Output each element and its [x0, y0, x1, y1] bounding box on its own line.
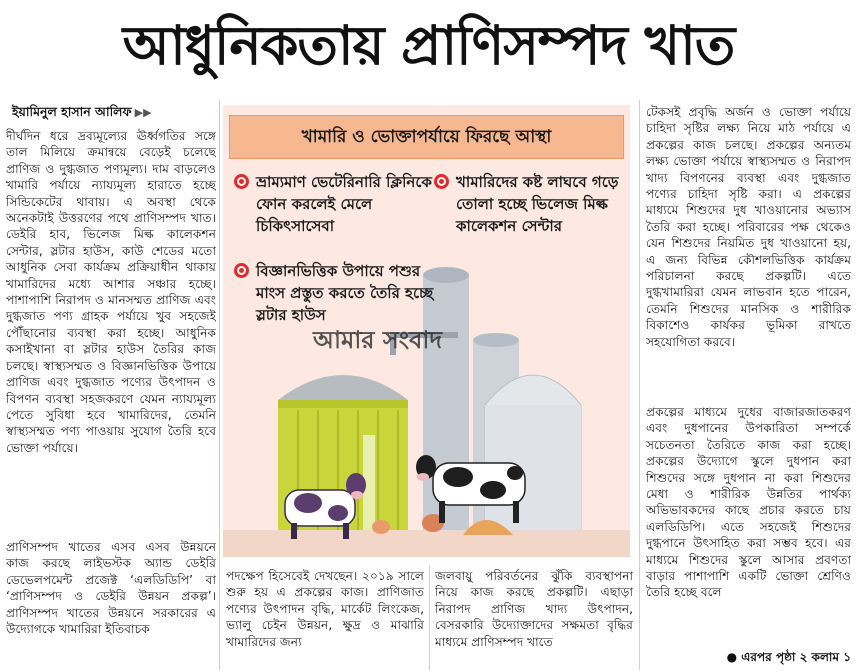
feature-bullet-text: ভ্রাম্যমাণ ভেটেরিনারি ক্লিনিকে ফোন করলেই মেলে চিকিৎসাসেবা — [256, 173, 432, 235]
bullet-dot-icon — [234, 174, 249, 189]
column-divider — [639, 100, 640, 670]
article-paragraph: প্রাণিসম্পদ খাতের এসব এসব উন্নয়নে কাজ করছে লাইভস্টক অ্যান্ড ডেইরি ডেভেলপমেন্ট প্রজেক্ট ‘এলডিডিপি’ বা ‘প্রাণিসম্পদ ও ডেইরি উন্নয়ন প্রকল্প’। প্রাণিসম্পদ খাতের উন্নয়নে সরকারের এ উদ্যোগকে খামারিরা ইতিবাচক — [6, 540, 216, 637]
article-paragraph: পদক্ষেপ হিসেবেই দেখছেন। ২০১৯ সালে শুরু হয় এ প্রকল্পের কাজ। প্রাণিজাত পণ্যের উৎপাদন বৃদ্ধি, মার্কেট লিংকেজ, ভ্যালু চেইন উন্নয়ন, ক্ষুদ্র ও মাঝারি খামারিদের জন্য — [226, 569, 424, 649]
feature-box — [223, 105, 630, 557]
chicken — [372, 520, 390, 534]
author-name: ইয়ামিনুল হাসান আলিফ — [12, 104, 132, 119]
article-column-middle-2 — [435, 568, 633, 668]
feature-bullet — [456, 171, 626, 237]
feature-title: খামারি ও ভোক্তাপর্যায়ে ফিরছে আস্থা — [229, 115, 624, 159]
article-paragraph: জলবায়ু পরিবর্তনের ঝুঁকি ব্যবস্থাপনা নিয়ে কাজ করছে প্রকল্পটি। এছাড়া নিরাপদ প্রাণিজ খাদ্য উৎপাদন, বেসরকারি উদ্যোক্তাদের সক্ষমতা বৃদ্ধির মাধ্যমে প্রাণিসম্পদ খাতে — [435, 569, 633, 649]
byline-arrows-icon: ▶▶ — [134, 106, 152, 119]
headline: আধুনিকতায় প্রাণিসম্পদ খাত — [122, 14, 735, 77]
bullet-dot-icon — [434, 174, 449, 189]
article-paragraph: দীর্ঘদিন ধরে দ্রব্যমূল্যের ঊর্ধ্বগতির সঙ্গে তাল মিলিয়ে ক্রমান্বয়ে বেড়েই চলেছে প্রাণিজ ও দুগ্ধজাত পণ্যমূল্য। দাম বাড়লেও খামারি পর্যায়ে ন্যায্যমূল্য হারাতে হচ্ছে সিন্ডিকেটের থাবায়। এ অবস্থা থেকে অনেকটাই উত্তরণের পথে প্রাণিসম্পদ খাত। ডেইরি হাব, ভিলেজ মিল্ক কালেকশন সেন্টার, স্লটার হাউস, কাউ শেডের মতো আধুনিক সেবা কার্যক্রম প্রক্রিয়াধীন থাকায় খামারিদের মধ্যে আশার সঞ্চার হচ্ছে। পাশাপাশি নিরাপদ ও মানসম্মত প্রাণিজ এবং দুগ্ধজাত পণ্য গ্রাহক পর্যায়ে খুব সহজেই পৌঁছানোর ব্যবস্থা করা হচ্ছে। আধুনিক কসাইখানা বা স্লটার হাউস তৈরির কাজ চলছে। স্বাস্থ্যসম্মত ও বিজ্ঞানভিত্তিক উপায়ে প্রাণিজ এবং দুগ্ধজাত পণ্যের উৎপাদন ও বিপণন ব্যবস্থা সহজকরণে যেমন ন্যায্যমূল্য পেতে সুবিধা হবে খামারিদের, তেমনি স্বাস্থ্যসম্মত পণ্য পাওয়ায় সুযোগ তৈরি হবে ভোক্তা পর্যায়ে। — [6, 129, 216, 455]
column-divider — [429, 565, 430, 670]
article-paragraph: টেকসই প্রবৃদ্ধি অর্জন ও ভোক্তা পর্যায়ে চাহিদা সৃষ্টির লক্ষ্য নিয়ে মাঠ পর্যায়ে এ প্রকল্পের কাজ চলছে। প্রকল্পের অন্যতম লক্ষ্য ভোক্তা পর্যায়ে স্বাস্থ্যসম্মত ও নিরাপদ খাদ্য বিপণনের ব্যবস্থা এবং দুগ্ধজাত পণ্যের চাহিদা সৃষ্টি করা। এ প্রকল্পের মাধ্যমে শিশুদের দুধ খাওয়ানোর অভ্যাস তৈরি করা হচ্ছে। পরিবারের পক্ষ থেকেও যেন শিশুদের নিয়মিত দুধ খাওয়ানো হয়, এ জন্য বিভিন্ন কৌশলভিত্তিক কার্যক্রম পরিচালনা করছে প্রকল্পটি। এতে দুগ্ধখামারিরা যেমন লাভবান হতে পারেন, তেমনি শিশুদের মানসিক ও শারীরিক বিকাশেও কার্যকর ভূমিকা রাখতে সহযোগিতা করবে। — [646, 105, 851, 349]
feature-bullet — [256, 171, 436, 237]
feature-bullet — [256, 260, 436, 326]
column-divider — [219, 100, 220, 670]
feature-bullet-text: খামারিদের কষ্ট লাঘবে গড়ে তোলা হচ্ছে ভিলেজ মিল্ক কালেকশন সেন্টার — [456, 173, 619, 235]
article-column-right — [646, 104, 851, 404]
feature-bullet-text: বিজ্ঞানভিত্তিক উপায়ে পশুর মাংস প্রস্তুত করতে তৈরি হচ্ছে স্লটার হাউস — [256, 262, 434, 324]
byline — [12, 102, 212, 122]
newspaper-watermark: আমার সংবাদ — [313, 326, 442, 354]
continued-on-note: ● এরপর পৃষ্ঠা ২ কলাম ১ — [726, 650, 851, 664]
article-column-left-lower — [6, 539, 216, 671]
article-column-right-lower — [646, 404, 851, 646]
article-column-middle-1 — [226, 568, 424, 668]
bullet-dot-icon — [234, 263, 249, 278]
article-paragraph: প্রকল্পের মাধ্যমে দুধের বাজারজাতকরণ এবং দুধপানের উপকারিতা সম্পর্কে সচেতনতা তৈরিতে কাজ করা হচ্ছে। প্রকল্পের উদ্যোগে স্কুলে দুধপান করা শিশুদের সঙ্গে দুধপান না করা শিশুদের মেধা ও শারীরিক উন্নতির পার্থক্য অভিভাবকদের কাছে প্রচার করতে চায় এলডিডিপি। এতে সহজেই শিশুদের দুগ্ধপানে উৎসাহিত করা সম্ভব হবে। এর মাধ্যমে শিশুদের স্কুলে আসার প্রবণতা বাড়ার পাশাপাশি একটি ভোক্তা শ্রেণিও তৈরি হচ্ছে বলে — [646, 405, 851, 600]
article-column-left — [6, 128, 216, 540]
